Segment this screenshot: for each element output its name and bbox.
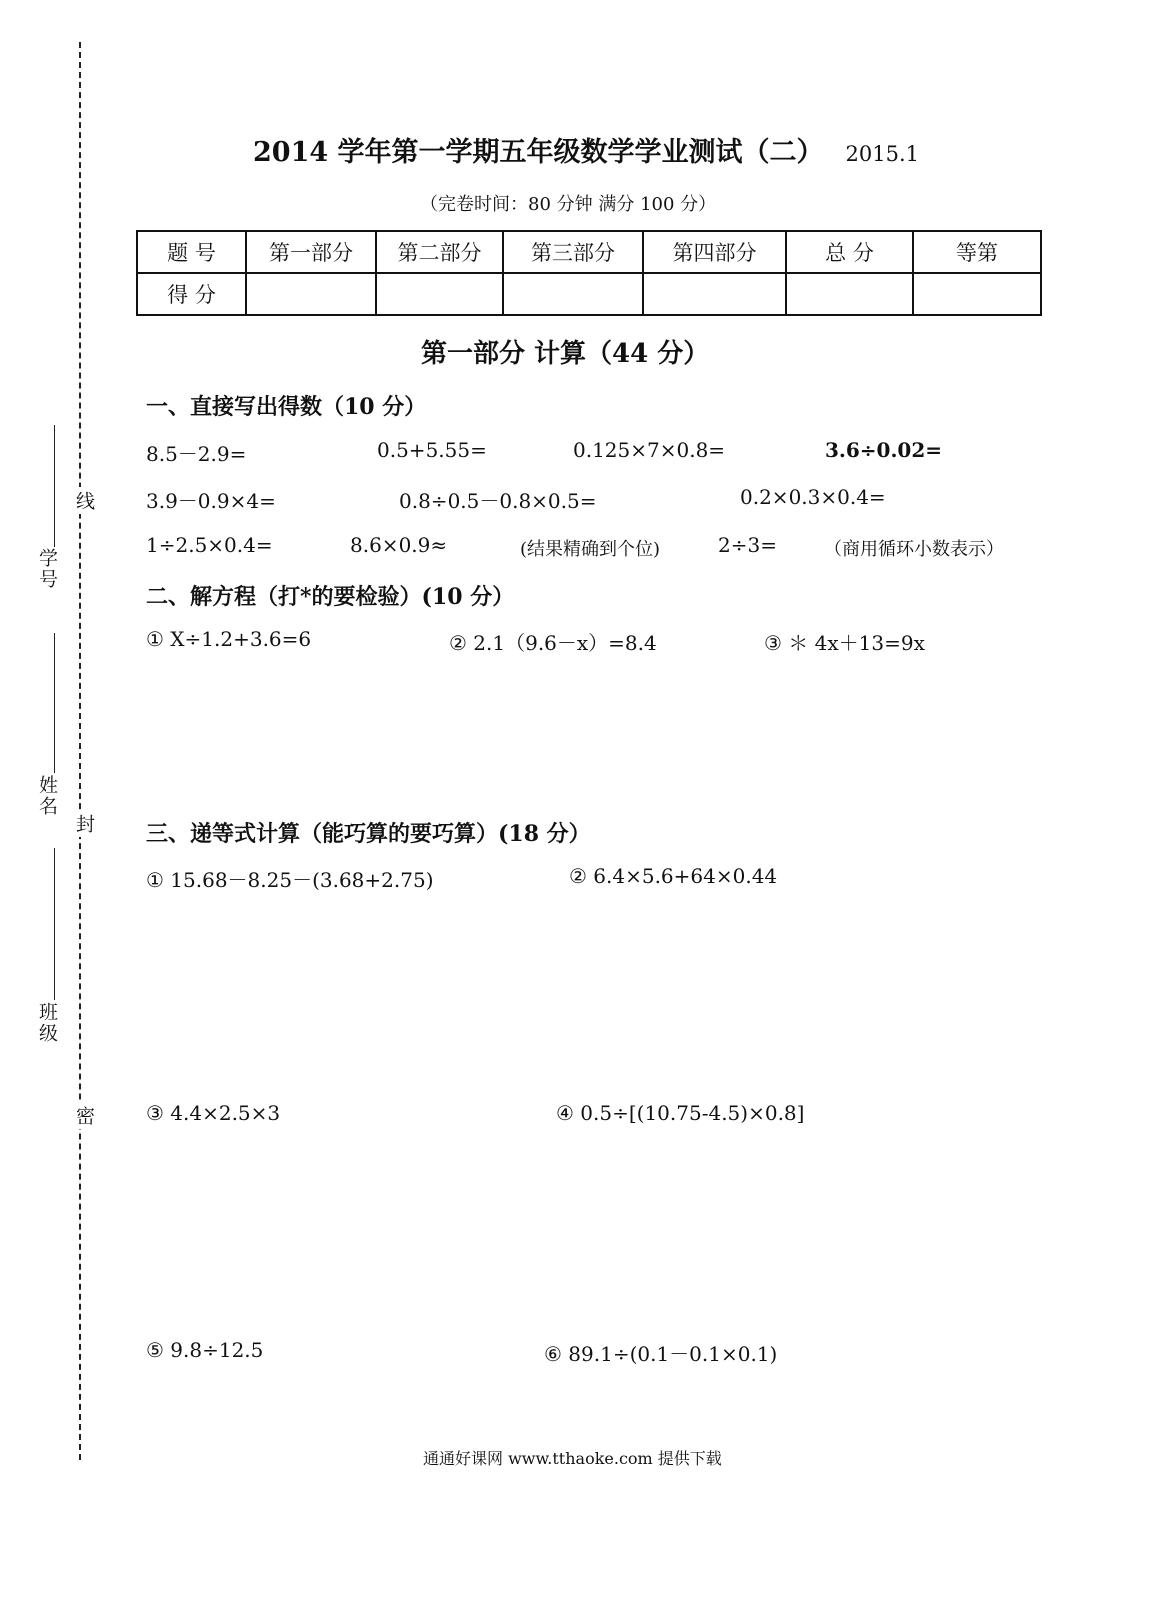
page-footer: 通通好课网 www.tthaoke.com 提供下载 [423,1449,722,1468]
stepwise-calc-item: ② 6.4×5.6+64×0.44 [569,864,778,888]
quick-calc-item: 0.125×7×0.8= [573,438,726,462]
part1-title: 第一部分 计算（44 分） [421,339,710,369]
section1-heading: 一、直接写出得数（10 分） [146,394,427,420]
equation-item: ② 2.1（9.6－x）=8.4 [449,631,657,655]
score-blank-cell[interactable] [503,273,643,315]
stepwise-calc-item: ⑥ 89.1÷(0.1－0.1×0.1) [544,1342,778,1366]
score-blank-cell[interactable] [376,273,503,315]
quick-calc-item: 0.5+5.55= [377,438,487,462]
binding-mark-line: 线 [71,487,98,514]
title-date: 2015.1 [845,142,920,166]
stepwise-calc-item: ① 15.68－8.25－(3.68+2.75) [146,868,434,892]
equation-item: ① X÷1.2+3.6=6 [146,627,312,651]
score-blank-cell[interactable] [913,273,1041,315]
score-header-cell: 题 号 [137,231,246,273]
section3-heading: 三、递等式计算（能巧算的要巧算）(18 分） [146,821,591,847]
score-header-cell: 第二部分 [376,231,503,273]
quick-calc-item: 3.9－0.9×4= [146,489,276,513]
repeating-decimal-note: （商用循环小数表示） [824,539,1004,560]
name-label: 姓名 [36,775,58,817]
score-table [136,230,1042,316]
score-header-cell: 第一部分 [246,231,376,273]
rounding-note: (结果精确到个位) [520,539,661,560]
stepwise-calc-item: ④ 0.5÷[(10.75-4.5)×0.8] [556,1101,805,1125]
section2-heading: 二、解方程（打*的要检验）(10 分） [146,584,515,610]
class-blank [54,848,55,1000]
score-table-header-row [137,231,1041,273]
score-header-cell: 第四部分 [643,231,786,273]
quick-calc-item: 8.6×0.9≈ [350,533,448,557]
binding-mark-seal: 封 [71,810,98,837]
exam-subtitle: （完卷时间：80 分钟 满分 100 分） [420,194,717,215]
binding-mark-secret: 密 [71,1102,98,1129]
quick-calc-item: 8.5－2.9= [146,442,247,466]
quick-calc-item: 2÷3= [718,533,777,557]
quick-calc-item: 3.6÷0.02= [825,438,943,462]
class-label: 班级 [36,1002,58,1044]
quick-calc-item: 0.2×0.3×0.4= [740,485,886,509]
score-blank-cell[interactable] [643,273,786,315]
score-header-cell: 等第 [913,231,1041,273]
student-id-blank [54,425,55,547]
score-table-score-row [137,273,1041,315]
title-text: 2014 学年第一学期五年级数学学业测试（二） [253,137,824,168]
binding-dashed-line [79,42,81,1460]
page-title [253,130,919,169]
score-row-label: 得 分 [137,273,246,315]
student-id-label: 学号 [36,548,58,590]
quick-calc-item: 0.8÷0.5－0.8×0.5= [399,489,597,513]
score-header-cell: 总 分 [786,231,913,273]
score-header-cell: 第三部分 [503,231,643,273]
quick-calc-item: 1÷2.5×0.4= [146,533,273,557]
equation-item: ③ ＊ 4x＋13=9x [764,631,925,655]
stepwise-calc-item: ③ 4.4×2.5×3 [146,1101,281,1125]
stepwise-calc-item: ⑤ 9.8÷12.5 [146,1338,264,1362]
score-blank-cell[interactable] [786,273,913,315]
score-blank-cell[interactable] [246,273,376,315]
name-blank [54,633,55,773]
